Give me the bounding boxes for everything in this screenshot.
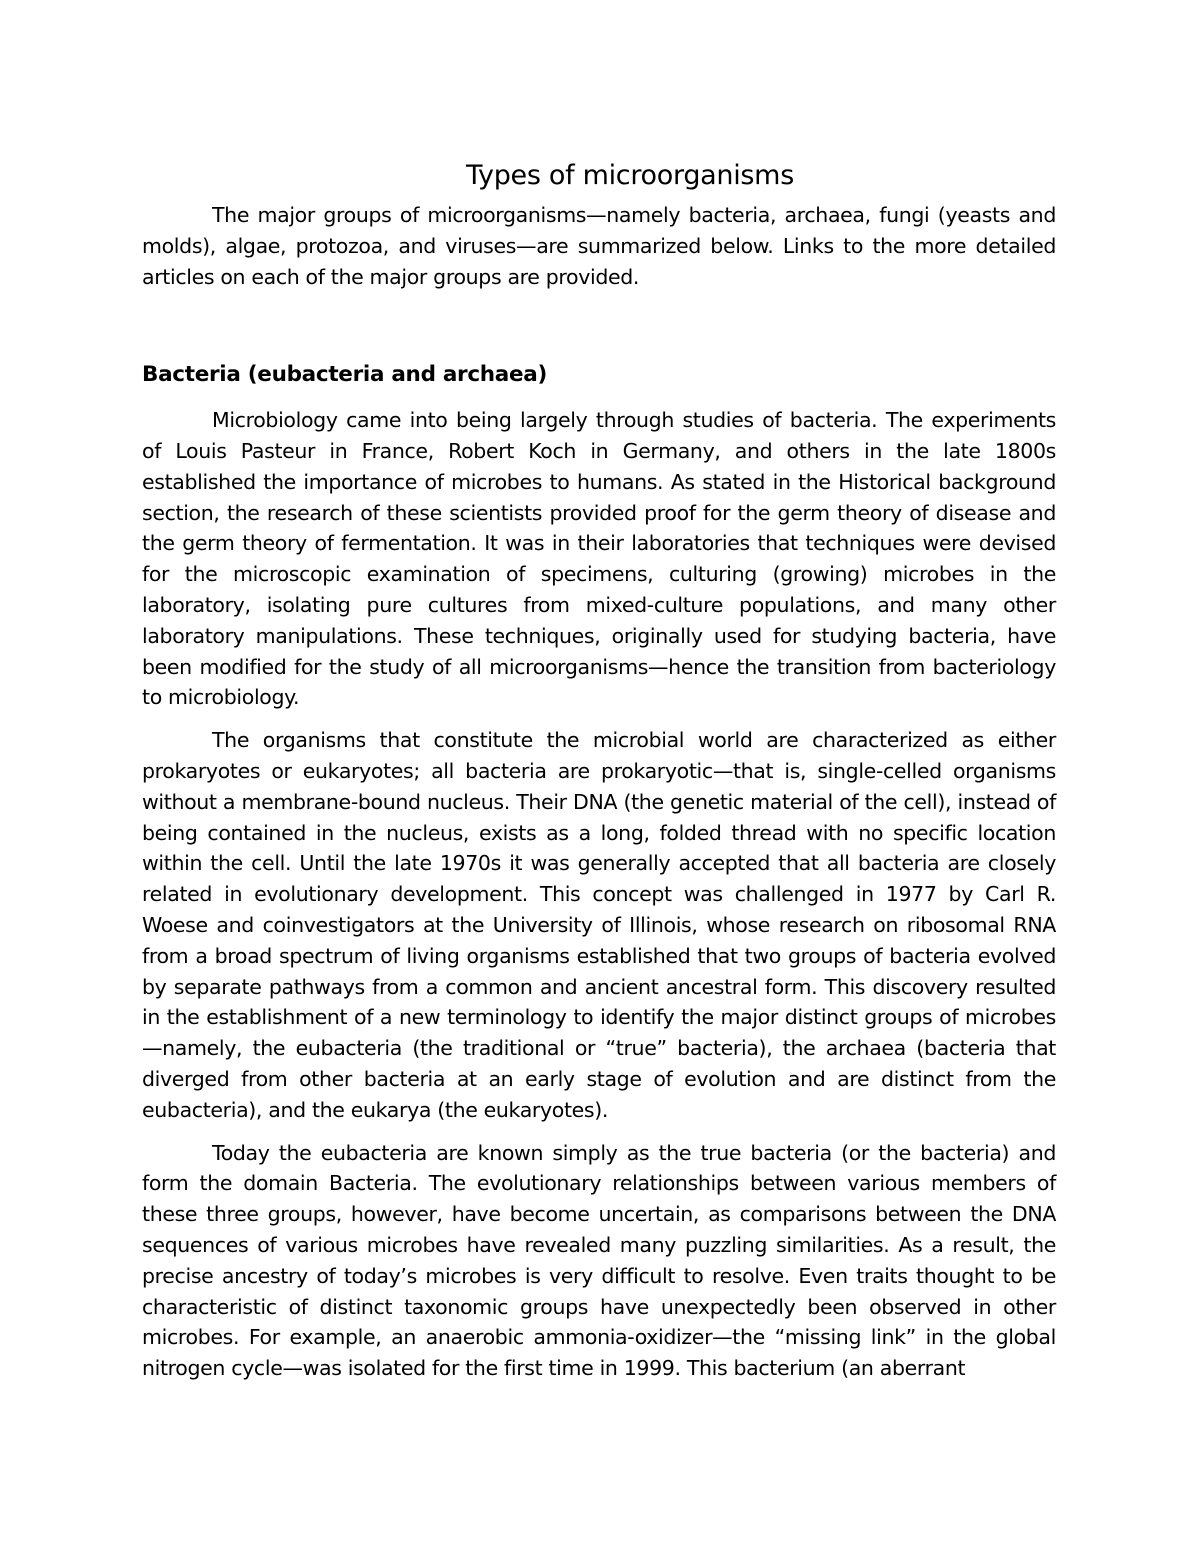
body-paragraph-3: Today the eubacteria are known simply as the true bacteria (or the bacteria) and form the domain Bacteria. The evolutionary relationships between various members of these three groups, however, have become uncertain, as comparisons between the DNA sequences of various microbes have revealed many puzzling similarities. As a result, the precise ancestry of today’s microbes is very difficult to resolve. Even traits thought to be characteristic of distinct taxonomic groups have unexpectedly been observed in other microbes. For example, an anaerobic ammonia-oxidizer—the “missing link” in the global nitrogen cycle—was isolated for the first time in 1999. This bacterium (an aberrant — [142, 1140, 1056, 1381]
intro-paragraph: The major groups of microorganisms—namely bacteria, archaea, fungi (yeasts and molds), algae, protozoa, and viruses—are summarized below. Links to the more detailed articles on each of the major groups are provided. — [142, 203, 1056, 289]
body-paragraph-1: Microbiology came into being largely through studies of bacteria. The experiments of Louis Pasteur in France, Robert Koch in Germany, and others in the late 1800s established the importance of microbes to humans. As stated in the Historical background section, the research of these scientists provided proof for the germ theory of disease and the germ theory of fermentation. It was in their laboratories that techniques were devised for the microscopic examination of specimens, culturing (growing) microbes in the laboratory, isolating pure cultures from mixed-culture populations, and many other laboratory manipulations. These techniques, originally used for studying bacteria, have been modified for the study of all microorganisms—hence the transition from bacteriology to microbiology. — [142, 408, 1056, 710]
body-paragraph-2: The organisms that constitute the microbial world are characterized as either prokaryotes or eukaryotes; all bacteria are prokaryotic—that is, single-celled organisms without a membrane-bound nucleus. Their DNA (the genetic material of the cell), instead of being contained in the nucleus, exists as a long, folded thread with no specific location within the cell. Until the late 1970s it was generally accepted that all bacteria are closely related in evolutionary development. This concept was challenged in 1977 by Carl R. Woese and coinvestigators at the University of Illinois, whose research on ribosomal RNA from a broad spectrum of living organisms established that two groups of bacteria evolved by separate pathways from a common and ancient ancestral form. This discovery resulted in the establishment of a new terminology to identify the major distinct groups of microbes—namely, the eubacteria (the traditional or “true” bacteria), the archaea (bacteria that diverged from other bacteria at an early stage of evolution and are distinct from the eubacteria), and the eukarya (the eukaryotes). — [142, 728, 1056, 1122]
document-body — [142, 200, 1056, 1384]
section-heading-bacteria: Bacteria (eubacteria and archaea) — [142, 362, 548, 388]
document-title: Types of microorganisms — [466, 160, 794, 192]
